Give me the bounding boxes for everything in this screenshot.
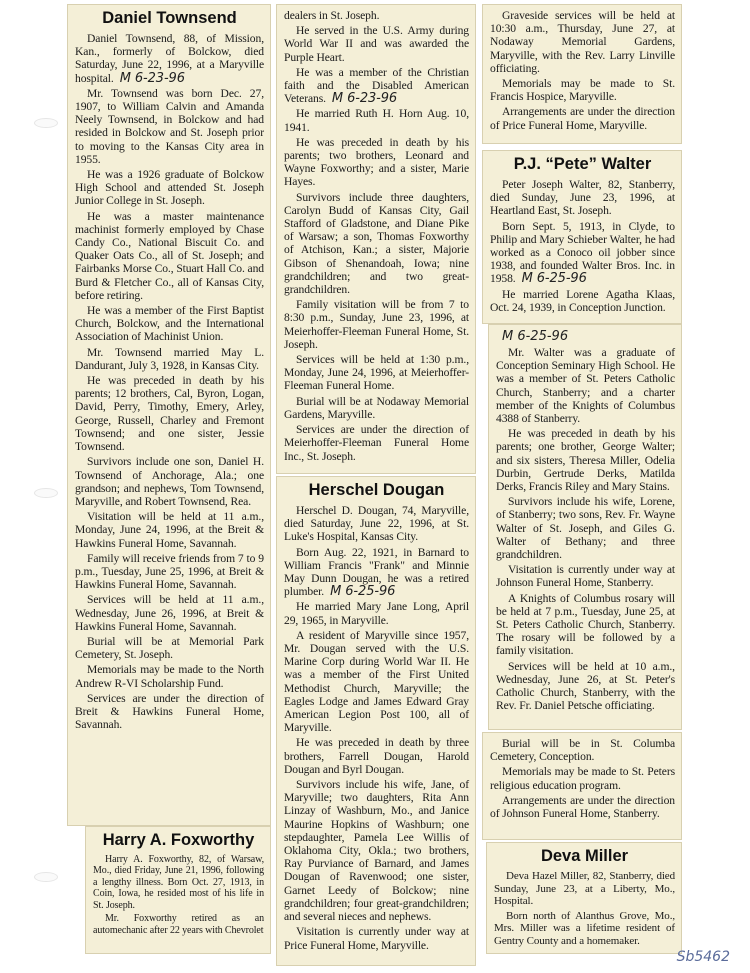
paragraph-text: Family will receive friends from 7 to 9 p.m., Tuesday, June 25, 1996, at Breit & Hawkins Funeral Home, Savannah. (75, 551, 264, 592)
obituary-paragraph (496, 495, 675, 561)
obituary-paragraph (75, 168, 264, 208)
obituary-paragraph (284, 925, 469, 951)
obituary-paragraph (496, 346, 675, 425)
obituary-paragraph (490, 288, 675, 314)
obituary-title: Herschel Dougan (308, 481, 445, 499)
archive-number: Sb5462 (676, 949, 730, 965)
obituary-paragraph (75, 455, 264, 508)
obituary-paragraph (284, 504, 469, 544)
obituary-paragraph (75, 374, 264, 453)
paragraph-text: Burial will be at Nodaway Memorial Gardens, Maryville. (284, 394, 469, 421)
binder-hole (34, 872, 58, 882)
obituary-paragraph (75, 593, 264, 633)
paragraph-text: He was preceded in death by his parents; one brother, George Walter; and six sisters, Theresa Miller, Odelia Durbin, Gertrude Derks, Matilda Derks, Francis Riley and Mary Stains. (496, 427, 675, 494)
obituary-paragraph (75, 692, 264, 732)
obituary-body (284, 504, 469, 952)
handwritten-date: M 6-25-96 (521, 271, 587, 287)
paragraph-text: Burial will be at Memorial Park Cemetery, St. Joseph. (75, 634, 264, 662)
obituary-paragraph (75, 510, 264, 550)
obituary-paragraph (496, 563, 675, 589)
paragraph-text: Services are under the direction of Breit & Hawkins Funeral Home, Savannah. (75, 691, 264, 732)
obituary-paragraph (496, 660, 675, 713)
paragraph-text: He married Lorene Agatha Klaas, Oct. 24, 1939, in Conception Junction. (490, 287, 675, 314)
obituary-paragraph (284, 66, 469, 106)
paragraph-text: Herschel D. Dougan, 74, Maryville, died Saturday, June 22, 1996, at St. Luke's Hospital, Kansas City. (284, 504, 469, 544)
paragraph-text: He was a member of the First Baptist Church, Bolckow, and the International Association of Machinist Union. (75, 304, 264, 344)
obituary-paragraph (284, 353, 469, 393)
obituary-title: Harry A. Foxworthy (102, 831, 255, 849)
obituary-paragraph (93, 913, 264, 936)
obituary-paragraph (75, 635, 264, 661)
paragraph-text: Services will be held at 1:30 p.m., Monday, June 24, 1996, at Meierhoffer-Fleeman Funeral Home. (284, 353, 469, 393)
paragraph-text: Born north of Alanthus Grove, Mo., Mrs. Miller was a lifetime resident of Gentry County and a homemaker. (494, 909, 675, 947)
obituary-paragraph (75, 304, 264, 344)
paragraph-text: A Knights of Columbus rosary will be held at 7 p.m., Tuesday, June 25, at St. Peters Catholic Church, Stanberry. The rosary will be followed by a family visitation. (496, 591, 675, 658)
obituary-paragraph (490, 794, 675, 820)
handwritten-date: M 6-23-96 (119, 70, 185, 86)
obituary-clipping-foxworthy-continued (276, 4, 476, 474)
handwritten-date: M 6-25-96 (330, 584, 396, 600)
obituary-body (490, 9, 675, 132)
obituary-paragraph (284, 600, 469, 626)
obituary-title: Deva Miller (540, 847, 629, 865)
obituary-clipping-dougan (276, 476, 476, 966)
obituary-paragraph (284, 24, 469, 64)
paragraph-text: Services are under the direction of Meierhoffer-Fleeman Funeral Home Inc., St. Joseph. (284, 423, 469, 463)
obituary-paragraph (490, 737, 675, 763)
paragraph-text: Deva Hazel Miller, 82, Stanberry, died Sunday, June 23, at a Liberty, Mo., Hospital. (494, 870, 675, 908)
paragraph-text: Visitation will be held at 11 a.m., Monday, June 24, 1996, at the Breit & Hawkins Funeral Home, Savannah. (75, 510, 264, 550)
obituary-title: P.J. “Pete” Walter (513, 155, 652, 173)
obituary-paragraph (75, 87, 264, 166)
paragraph-text: Mr. Townsend was born Dec. 27, 1907, to William Calvin and Amanda Neely Townsend, in Bolckow and had resided in Bolckow and St. Joseph prior to moving to the Kansas City area in 1955. (75, 86, 264, 166)
obituary-paragraph (75, 346, 264, 372)
paragraph-text: He was a member of the Christian faith and the Disabled American Veterans. (284, 65, 469, 106)
obituary-paragraph (490, 765, 675, 791)
obituary-paragraph (490, 77, 675, 103)
obituary-clipping-walter-continued (488, 324, 682, 730)
paragraph-text: Born Sept. 5, 1913, in Clyde, to Philip and Mary Schieber Walter, he had worked as a Conoco oil jobber since 1938, and founded Walter Bros. Inc. in 1958. (490, 219, 675, 286)
obituary-paragraph (284, 107, 469, 133)
paragraph-text: dealers in St. Joseph. (284, 9, 380, 22)
obituary-clipping-dougan-continued (482, 4, 682, 144)
obituary-paragraph (490, 9, 675, 75)
obituary-paragraph (93, 854, 264, 911)
obituary-title: Daniel Townsend (102, 9, 237, 27)
obituary-clipping-townsend (67, 4, 271, 826)
obituary-paragraph (284, 546, 469, 599)
paragraph-text: Visitation is currently under way at Johnson Funeral Home, Stanberry. (496, 563, 675, 590)
handwritten-date: M 6-25-96 (502, 329, 569, 344)
obituary-paragraph (75, 210, 264, 302)
obituary-paragraph (75, 663, 264, 689)
obituary-body (496, 346, 675, 712)
obituary-paragraph (284, 9, 469, 22)
paragraph-text: Survivors include three daughters, Carolyn Budd of Kansas City, Gail Stafford of Gladstone, and Diane Pike of Warsaw; a son, Thomas Foxworthy of Atchison, Kan.; a sister, Majorie Gibson of Shenandoah, Iowa; nine grandchildren; and two great-grandchildren. (284, 190, 469, 297)
paragraph-text: Services will be held at 11 a.m., Wednesday, June 26, 1996, at Breit & Hawkins Funeral Home, Savannah. (75, 593, 264, 633)
paragraph-text: Peter Joseph Walter, 82, Stanberry, died Sunday, June 23, 1996, at Heartland East, St. Joseph. (490, 178, 675, 218)
paragraph-text: Memorials may be made to St. Francis Hospice, Maryville. (490, 77, 675, 104)
binder-hole (34, 118, 58, 128)
paragraph-text: Daniel Townsend, 88, of Mission, Kan., formerly of Bolckow, died Saturday, June 22, 1996, at a Maryville hospital. (75, 32, 264, 85)
obituary-paragraph (284, 423, 469, 463)
binder-hole (34, 488, 58, 498)
paragraph-text: Survivors include his wife, Jane, of Maryville; two daughters, Rita Ann Linzay of Washburn, Mo., and Janice Maurine Hopkins of Washburn; one stepdaughter, Pamela Lee Willis of Oklahoma City, Okla.; two brothers, Ray Purviance of Barnard, and James Dougan of Ravenwood; one sister, Garnet Leedy of Bolckow; nine grandchildren; four great-grandchildren; and several nieces and nephews. (284, 778, 469, 924)
obituary-paragraph (75, 32, 264, 85)
paragraph-text: Burial will be in St. Columba Cemetery, Conception. (490, 737, 675, 764)
obituary-paragraph (284, 736, 469, 776)
paragraph-text: He was a master maintenance machinist formerly employed by Chase Candy Co., National Biscuit Co. and Quaker Oats Co., all of St. Joseph; and Fairbanks Morse Co., Stuart Hall Co. and Burd & Fletcher Co., all of Kansas City, before retiring. (75, 209, 264, 302)
obituary-body (494, 870, 675, 947)
obituary-paragraph (496, 427, 675, 493)
paragraph-text: A resident of Maryville since 1957, Mr. Dougan served with the U.S. Marine Corp during World War II. He was a member of the First United Methodist Church, Maryville; the Eagles Lodge and James Edward Gray American Legion Post 100, all of Maryville. (284, 628, 469, 735)
obituary-body (93, 854, 264, 936)
paragraph-text: Services will be held at 10 a.m., Wednesday, June 26, at St. Peter's Catholic Church, Stanberry, with the Rev. Fr. Daniel Petsche officiating. (496, 659, 675, 713)
obituary-paragraph (496, 592, 675, 658)
obituary-paragraph (494, 870, 675, 908)
obituary-paragraph (284, 778, 469, 923)
paragraph-text: He was preceded in death by his parents; 12 brothers, Cal, Byron, Logan, David, Perry, Timothy, Emery, Arley, George, Russell, Charley and Fremont Townsend; and one sister, Jessie Townsend. (75, 374, 264, 454)
paragraph-text: Memorials may be made to St. Peters religious education program. (490, 765, 675, 792)
obituary-paragraph (284, 298, 469, 351)
obituary-paragraph (284, 191, 469, 297)
paragraph-text: Visitation is currently under way at Price Funeral Home, Maryville. (284, 925, 469, 952)
paragraph-text: He married Ruth H. Horn Aug. 10, 1941. (284, 107, 469, 134)
obituary-paragraph (490, 220, 675, 286)
paragraph-text: He was a 1926 graduate of Bolckow High School and attended St. Joseph Junior College in St. Joseph. (75, 168, 264, 208)
paragraph-text: Born Aug. 22, 1921, in Barnard to William Francis "Frank" and Minnie May Dunn Dougan, he was a retired plumber. (284, 545, 469, 599)
obituary-paragraph (490, 178, 675, 218)
obituary-paragraph (284, 395, 469, 421)
handwritten-date: M 6-23-96 (331, 91, 398, 107)
paragraph-text: Survivors include one son, Daniel H. Townsend of Anchorage, Ala.; one grandson; and nephews, Tom Townsend, Maryville, and Robert Townsend, Rea. (75, 455, 264, 508)
paragraph-text: Memorials may be made to the North Andrew R-VI Scholarship Fund. (75, 663, 264, 690)
obituary-paragraph (490, 105, 675, 131)
paragraph-text: Graveside services will be held at 10:30 a.m., Thursday, June 27, at Nodaway Memorial Gardens, Maryville, with the Rev. Larry Linville officiating. (490, 9, 675, 75)
obituary-body (490, 737, 675, 820)
obituary-paragraph (494, 910, 675, 948)
paragraph-text: He was preceded in death by three brothers, Farrell Dougan, Harold Dougan and Byrl Dougan. (284, 736, 469, 776)
paragraph-text: Harry A. Foxworthy, 82, of Warsaw, Mo., died Friday, June 21, 1996, following a lengthy illness. Born Oct. 27, 1913, in Coin, Iowa, he resided most of his life in St. Joseph. (93, 854, 264, 911)
obituary-clipping-miller (486, 842, 682, 954)
obituary-clipping-walter-burial (482, 732, 682, 840)
paragraph-text: He served in the U.S. Army during World War II and was awarded the Purple Heart. (284, 24, 469, 64)
obituary-body (490, 178, 675, 314)
paragraph-text: Survivors include his wife, Lorene, of Stanberry; two sons, Rev. Fr. Wayne Walter of St. Joseph, and Giles G. Walter of Bethany; and three grandchildren. (496, 495, 675, 562)
paragraph-text: Mr. Foxworthy retired as an automechanic after 22 years with Chevrolet (93, 913, 264, 936)
paragraph-text: Mr. Townsend married May L. Dandurant, July 3, 1928, in Kansas City. (75, 345, 264, 372)
paragraph-text: Arrangements are under the direction of Johnson Funeral Home, Stanberry. (490, 793, 675, 821)
obituary-clipping-walter (482, 150, 682, 324)
obituary-clipping-foxworthy (85, 826, 271, 954)
obituary-body (284, 9, 469, 463)
obituary-paragraph (75, 552, 264, 592)
paragraph-text: Family visitation will be from 7 to 8:30 p.m., Sunday, June 23, 1996, at Meierhoffer-Fleeman Funeral Home, St. Joseph. (284, 298, 469, 351)
obituary-body (75, 32, 264, 731)
paragraph-text: He married Mary Jane Long, April 29, 1965, in Maryville. (284, 600, 469, 627)
paragraph-text: He was preceded in death by his parents; two brothers, Leonard and Wayne Foxworthy; and a sister, Marie Hayes. (284, 135, 469, 189)
paragraph-text: Arrangements are under the direction of Price Funeral Home, Maryville. (490, 105, 675, 132)
paragraph-text: Mr. Walter was a graduate of Conception Seminary High School. He was a member of St. Peters Catholic Church, Stanberry; and a charter member of the Knights of Columbus 4388 of Stanberry. (496, 346, 675, 426)
obituary-paragraph (284, 136, 469, 189)
obituary-paragraph (284, 629, 469, 735)
